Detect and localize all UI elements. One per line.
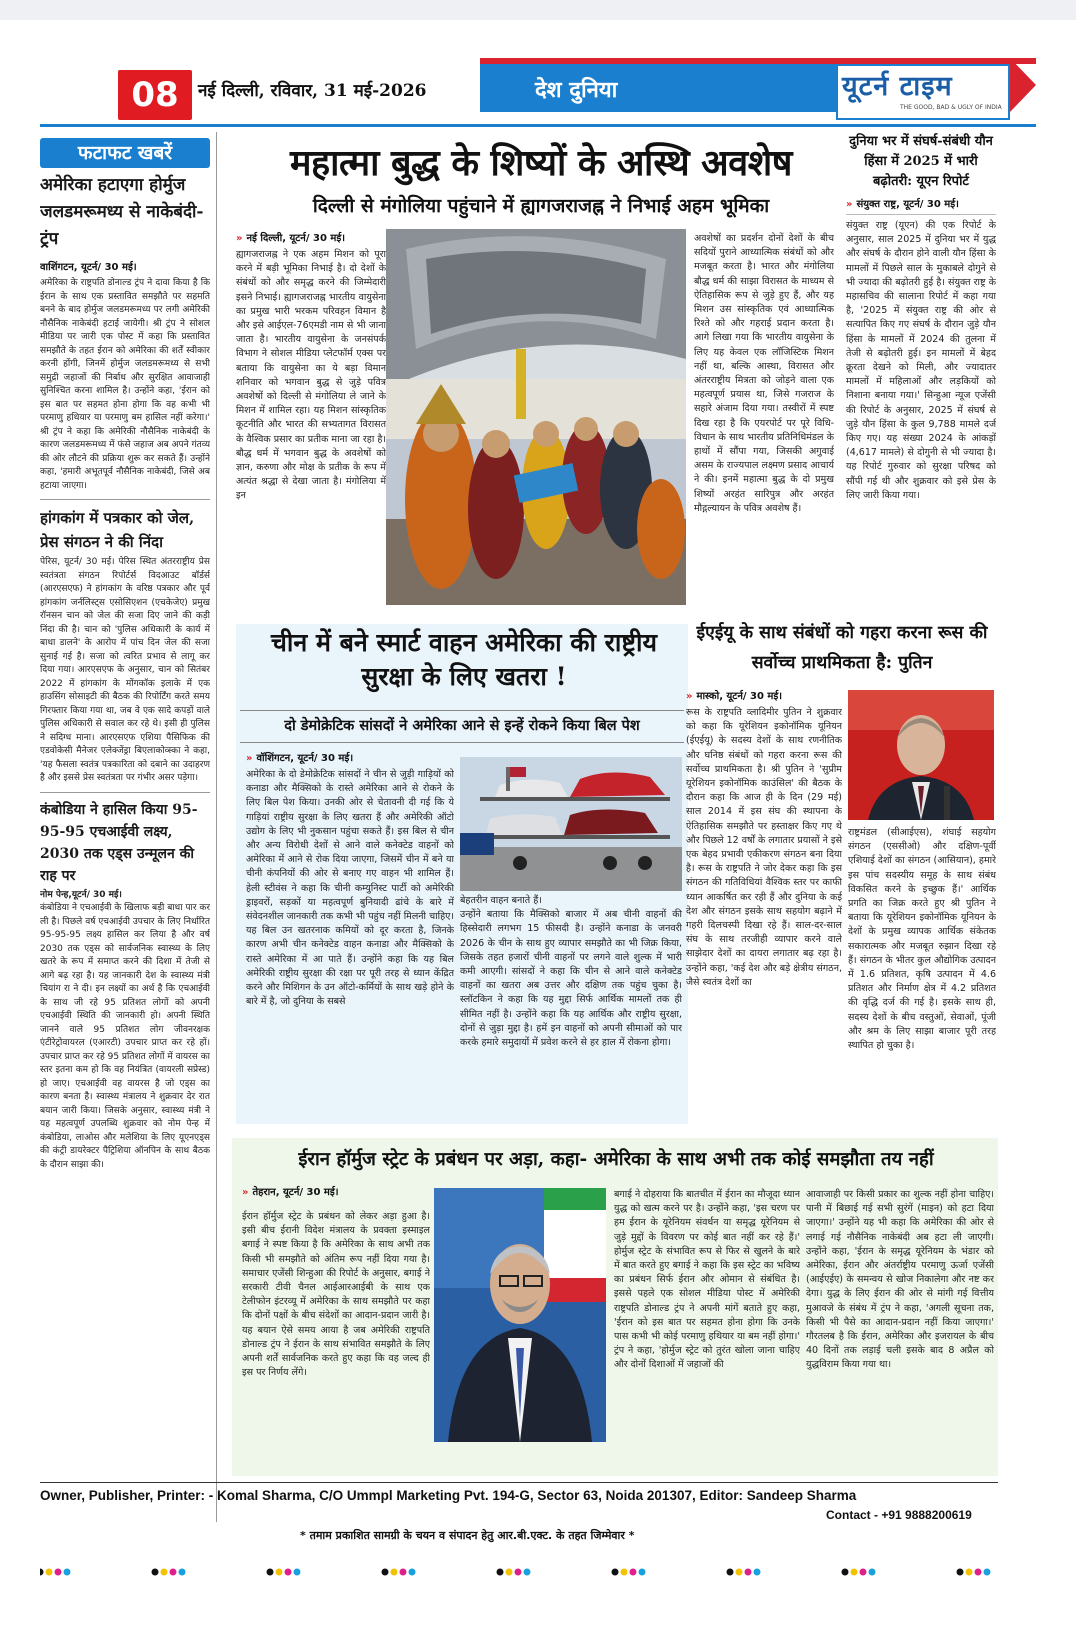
section-title: देश दुनिया	[535, 77, 618, 103]
putin-col-2	[848, 826, 996, 1126]
brief-2-body: पेरिस, यूटर्न/ 30 मई। पेरिस स्थित अंतरराष्ट्रीय प्रेस स्वतंत्रता संगठन रिपोर्टर्स विदआउट बॉर्डर्स (आरएसएफ) ने हांगकांग के वरिष्ठ पत्रकार और पूर्व हांगकांग जर्नलिस्ट्स एसोसिएशन (एचकेजेए) प्रमुख रॉनसन चान को जेल की सजा दिए जाने की कड़ी निंदा की है। चान को 'पुलिस अधिकारी के कार्य में बाधा डालने' के आरोप में पांच दिन जेल की सजा सुनाई गई है। सजा को त्वरित प्रभाव से लागू कर दिया गया। आरएसएफ के अनुसार, चान को सितंबर 2022 में हांगकांग के मोंगकॉक इलाके में एक हाउसिंग सोसाइटी की बैठक की रिपोर्टिंग करते समय गिरफ्तार किया गया था, जब वे एक सादे कपड़ों वाले पुलिस अधिकारी से सवाल कर रहे थे। इसी ही पुलिस ने सदिग्ध माना। आरएसएफ एशिया पैसिफिक की एडवोकेसी मैनेजर एलेक्जेंड्रा बिएलाकोव्स्का ने कहा, 'यह फैसला स्वतंत्र पत्रकारिता को दबाने का उदाहरण है और इससे प्रेस स्वतंत्रता पर गंभीर असर पड़ेगा।	[40, 557, 210, 783]
china-body-2-top: बेहतरीन वाहन बनाते हैं।	[460, 895, 542, 906]
iran-body-2: बगाई ने दोहराया कि बातचीत में ईरान का मौजूदा ध्यान युद्ध को खत्म करने पर है। उन्होंने कहा, 'इस चरण पर हम ईरान के यूरेनियम संवर्धन या समृद्ध यूरेनियम से जुड़े मुद्दों के विवरण पर कोई बात नहीं कर रहे हैं।' होर्मुज स्ट्रेट के संभावित रूप से फिर से खुलने के बारे में बात करते हुए बगाई ने कहा कि इस स्ट्रेट का भविष्य का प्रबंधन सिर्फ ईरान और ओमान से संबंधित है। इससे पहले एक सोशल मीडिया पोस्ट में अमेरिकी राष्ट्रपति डोनाल्ड ट्रंप ने अपनी मांगें बताते हुए कहा, 'ईरान को इस बात पर सहमत होना होगा कि उनके पास कभी भी कोई परमाणु हथियार या बम नहीं होगा।' ट्रंप ने कहा, 'होर्मुज स्ट्रेट को तुरंत खोला जाना चाहिए और दोनों दिशाओं में जहाजों की	[614, 1189, 800, 1371]
monks-aircraft-photo	[386, 229, 686, 605]
china-body-1: अमेरिका के दो डेमोक्रेटिक सांसदों ने चीन से जुड़ी गाड़ियों को कनाडा और मैक्सिको के रास्ते अमेरिका आने से रोकने के लिए बिल पेश किया। उनकी ओर से चेतावनी दी गई कि ये गाड़ियां राष्ट्रीय सुरक्षा के लिए खतरा हैं और अमेरिकी ऑटो उद्योग के लिए भी नुकसान पहुंचा सकते हैं। इस बिल से चीन और अन्य विरोधी देशों से आने वाले कनेक्टेड वाहनों को अमेरिका में आने से रोक दिया जाएगा, जिसमें चीन में बने या चीनी कंपनियों की ओर से बनाए गए वाहन भी शामिल हैं। हेली स्टीवंस ने कहा कि चीनी कम्युनिस्ट पार्टी को अमेरिकी ड्राइवरों, सड़कों या महत्वपूर्ण बुनियादी ढांचे के बारे में संवेदनशील जानकारी तक कभी भी पहुंच नहीं मिलनी चाहिए। यह बिल उन खतरनाक कमियों को दूर करता है, जिनके कारण अभी चीन कनेक्टेड वाहन कनाडा और मैक्सिको के रास्ते अमेरिका में आ पाते हैं। उन्होंने कहा कि यह बिल अमेरिकी राष्ट्रीय सुरक्षा की रक्षा पर पूरी तरह से ध्यान केंद्रित करने और मिशिगन के उन ऑटो-कर्मियों के साथ खड़े होने के बारे में है, जो दुनिया के सबसे	[246, 769, 454, 1008]
divider	[240, 710, 684, 711]
masthead	[40, 58, 1038, 124]
brief-1-title: अमेरिका हटाएगा होर्मुज जलडमरूमध्य से नाकेबंदी-ट्रंप	[40, 175, 204, 249]
putin-byline-text: मास्को, यूटर्न/ 30 मई।	[696, 691, 783, 702]
putin-col-1	[686, 686, 842, 1126]
china-body-2: उन्होंने बताया कि मैक्सिको बाजार में अब चीनी वाहनों की हिस्सेदारी लगभग 15 फीसदी है। उन्होंने कनाडा के जनवरी 2026 के चीन के साथ हुए व्यापार समझौते का भी जिक्र किया, जिसके तहत हजारों चीनी वाहनों पर लगने वाले शुल्क में भारी कमी आएगी। सांसदों ने कहा कि चीन से आने वाले कनेक्टेड वाहनों का खतरा अब उत्तर और दक्षिण तक पहुंच चुका है। स्लॉटकिन ने कहा कि यह मुद्दा सिर्फ आर्थिक मामलों तक ही सीमित नहीं है। उन्होंने कहा कि यह आर्थिक और राष्ट्रीय सुरक्षा, दोनों से जुड़ा मुद्दा है। हमें इन वाहनों को अपनी सीमाओं को पार करके हमारे समुदायों में प्रवेश करने से हर हाल में रोकना होगा।	[460, 909, 682, 1049]
bullet-icon: »	[242, 1187, 249, 1198]
china-subhead-wrap	[242, 714, 682, 742]
main-headline: महात्मा बुद्ध के शिष्यों के अस्थि अवशेष	[290, 142, 792, 184]
un-report-title: दुनिया भर में संघर्ष-संबंधी यौन हिंसा में 2025 में भारी बढ़ोतरी: यूएन रिपोर्ट	[849, 134, 993, 189]
putin-body-1: रूस के राष्ट्रपति व्लादिमीर पुतिन ने शुक्रवार को कहा कि यूरेशियन इकोनॉमिक यूनियन (ईएईयू) के सदस्य देशों के साथ रणनीतिक और घनिष्ठ संबंधों को गहरा करना रूस की सर्वोच्च प्राथमिकता है। श्री पुतिन ने 'सुप्रीम यूरेशियन इकोनॉमिक काउंसिल' की बैठक के दौरान कहा कि आज ही के दिन (29 मई) साल 2014 में इस संघ की स्थापना के ऐतिहासिक समझौते पर हस्ताक्षर किए गए थे और पिछले 12 वर्षों के लगातार प्रयासों ने इसे एक बेहद प्रभावी एकीकरण संगठन बना दिया है। रूस के राष्ट्रपति ने जोर देकर कहा कि इस संगठन की गतिविधियां वैश्विक स्तर पर काफी ध्यान आकर्षित कर रही हैं और दुनिया के कई देश और संगठन इसके साथ सहयोग बढ़ाने में गहरी दिलचस्पी दिखा रहे हैं। साल-दर-साल संघ के साथ तरजीही व्यापार करने वाले साझेदार देशों का दायरा लगातार बढ़ रहा है। उन्होंने कहा, 'कई देश और बड़े क्षेत्रीय संगठन, जैसे स्वतंत्र देशों का	[686, 707, 842, 988]
china-col-2	[460, 894, 682, 1120]
china-col-1	[246, 748, 454, 1120]
china-byline-text: वॉशिंगटन, यूटर्न/ 30 मई।	[256, 753, 354, 764]
main-col-1	[236, 228, 386, 608]
divider	[40, 499, 210, 500]
iran-col-2	[614, 1188, 800, 1474]
bullet-icon: »	[246, 753, 253, 764]
newspaper-logo: यूटर्न टाइम	[842, 71, 953, 102]
brief-1-byline: वाशिंगटन, यूटर्न/ 30 मई।	[40, 262, 137, 273]
un-report-body: संयुक्त राष्ट्र (यूएन) की एक रिपोर्ट के अनुसार, साल 2025 में दुनिया भर में युद्ध और संघर्ष के दौरान होने वाली यौन हिंसा के मामलों में पिछले साल के मुकाबले दोगुने से भी ज्यादा की बढ़ोतरी हुई है। संयुक्त राष्ट्र के महासचिव की सालाना रिपोर्ट में कहा गया है, '2025 में संयुक्त राष्ट्र की ओर से सत्यापित किए गए संघर्ष के दौरान जुड़े यौन हिंसा के मामलों में 2024 की तुलना में तेजी से बढ़ोतरी हुई। इन मामलों में बेहद क्रूरता देखने को मिली, और ज्यादातर मामलों में महिलाओं और लड़कियों को निशाना बनाया गया।' सिन्हुआ न्यूज एजेंसी की रिपोर्ट के अनुसार, 2025 में संघर्ष से जुड़े यौन हिंसा के कुल 9,788 मामले दर्ज किए गए। यह संख्या 2024 के आंकड़ों (4,617 मामले) से दोगुनी से भी ज्यादा है। यह रिपोर्ट गुरुवार को सुरक्षा परिषद को सौंपी गई थी और शुक्रवार को इसे प्रेस के लिए जारी किया गया।	[846, 220, 996, 501]
divider	[240, 742, 684, 743]
divider	[40, 792, 210, 793]
header-divider	[40, 124, 1036, 127]
iran-title: ईरान हॉर्मुज स्ट्रेट के प्रबंधन पर अड़ा, कहा- अमेरिका के साथ अभी तक कोई समझौता तय नहीं	[298, 1149, 934, 1170]
putin-header	[686, 618, 998, 686]
brief-1-body: अमेरिका के राष्ट्रपति डोनाल्ड ट्रंप ने दावा किया है कि ईरान के साथ एक प्रस्तावित समझौते पर सहमति बनने के बाद होर्मुज जलडमरूमध्य पर लगी अमेरिकी नौसैनिक नाकेबंदी हटाई जायेगी। श्री ट्रंप ने सोशल मीडिया पर जारी एक पोस्ट में कहा कि प्रस्तावित समझौते के तहत ईरान को अमेरिका की शर्तें स्वीकार करनी होंगी, जिनमें होर्मुज जलडमरूमध्य से सभी समुद्री जहाजों की निर्बाध और सुरक्षित आवाजाही सुनिश्चित करना शामिल है। उन्होंने कहा, 'ईरान को इस बात पर सहमत होना होगा कि वह कभी भी परमाणु हथियार या परमाणु बम हासिल नहीं करेगा।' श्री ट्रंप ने कहा कि अमेरिकी नौसैनिक नाकेबंदी के कारण जलडमरूमध्य में फंसे जहाज अब अपने गंतव्य की ओर लौटने की प्रक्रिया शुरू कर सकते हैं। उन्होंने कहा, 'हमारी अभूतपूर्व नौसैनिक नाकेबंदी, जिसे अब हटाया जाएगा।	[40, 278, 210, 491]
iran-spokesman-photo	[434, 1188, 606, 1442]
bullet-icon: »	[686, 691, 693, 702]
iran-body-1: ईरान हॉर्मुज स्ट्रेट के प्रबंधन को लेकर अड़ा हुआ है। इसी बीच ईरानी विदेश मंत्रालय के प्रवक्ता इस्माइल बगाई ने स्पष्ट किया है कि अमेरिका के साथ अभी तक किसी भी समझौते को अंतिम रूप नहीं दिया गया है। समाचार एजेंसी शिन्हुआ की रिपोर्ट के अनुसार, बगाई ने सरकारी टीवी चैनल आईआरआईबी के साथ एक टेलीफोन इंटरव्यू में अमेरिका के साथ समझौते पर कहा कि दोनों पक्षों के बीच संदेशों का आदान-प्रदान जारी है। यह बयान ऐसे समय आया है जब अमेरिकी राष्ट्रपति डोनाल्ड ट्रंप ने ईरान के साथ संभावित समझौते के लिए अपनी शर्तें सार्वजनिक करते हुए कहा कि वह जल्द ही इस पर निर्णय लेंगे।	[242, 1211, 430, 1379]
disclaimer-line: * तमाम प्रकाशित सामग्री के चयन व संपादन हेतु आर.बी.एक्ट. के तहत जिम्मेवार *	[300, 1529, 635, 1542]
putin-photo	[848, 690, 994, 820]
un-report-byline	[846, 196, 996, 210]
brief-3-byline: नोम पेन्ह,यूटर्न/ 30 मई।	[40, 889, 122, 900]
iran-col-3	[806, 1188, 994, 1474]
column-rule	[216, 132, 217, 1522]
iran-body-3: आवाजाही पर किसी प्रकार का शुल्क नहीं होना चाहिए। पानी में बिछाई गई सभी सुरंगें (माइन) को हटा दिया जाएगा।' उन्होंने यह भी कहा कि अमेरिका की ओर से लगाई गई नौसैनिक नाकेबंदी अब हटा ली जाएगी। उन्होंने कहा, 'ईरान के समृद्ध यूरेनियम के भंडार को अमेरिका, ईरान और अंतर्राष्ट्रीय परमाणु ऊर्जा एजेंसी (आईएईए) के समन्वय से खोज निकालेगा और नष्ट कर देगा। युद्ध के लिए ईरान की ओर से मांगी गई वित्तीय मुआवजे के संबंध में ट्रंप ने कहा, 'अगली सूचना तक, किसी भी पैसे का आदान-प्रदान नहीं किया जाएगा।' गौरतलब है कि ईरान, अमेरिका और इजरायल के बीच 40 दिनों तक लड़ाई चली इसके बाद 8 अप्रैल को युद्धविराम किया गया था।	[806, 1189, 994, 1371]
print-registration-marks	[40, 1562, 1000, 1582]
china-byline	[246, 750, 454, 764]
iran-header	[240, 1142, 992, 1182]
china-title: चीन में बने स्मार्ट वाहन अमेरिका की राष्ट्रीय सुरक्षा के लिए खतरा !	[271, 628, 657, 691]
main-subheadline: दिल्ली से मंगोलिया पहुंचाने में ह्यागजराजह्न ने निभाई अहम भूमिका	[312, 195, 770, 217]
putin-title: ईएईयू के साथ संबंधों को गहरा करना रूस की सर्वोच्च प्राथमिकता है: पुतिन	[696, 623, 988, 673]
iran-byline	[242, 1184, 430, 1198]
section-badge: फटाफट खबरें	[40, 138, 210, 168]
registration-dots	[40, 1569, 991, 1576]
putin-body-2: राष्ट्रमंडल (सीआईएस), शंघाई सहयोग संगठन (एससीओ) और दक्षिण-पूर्वी एशियाई देशों का संगठन (आसियान), हमारे इस पांच सदस्यीय समूह के साथ संबंध विकसित करने के इच्छुक हैं।' आर्थिक प्रगति का जिक्र करते हुए श्री पुतिन ने बताया कि यूरेशियन इकोनॉमिक यूनियन के देशों के प्रमुख व्यापक आर्थिक संकेतक सकारात्मक और मजबूत रुझान दिखा रहे हैं। संगठन के भीतर कुल औद्योगिक उत्पादन में 1.6 प्रतिशत, कृषि उत्पादन में 4.6 प्रतिशत और निर्माण क्षेत्र में 4.2 प्रतिशत की वृद्धि दर्ज की गई है। इसके साथ ही, सदस्य देशों के बीच वस्तुओं, सेवाओं, पूंजी और श्रम के लिए साझा बाजार पूरी तरह स्थापित हो चुका है।	[848, 827, 996, 1052]
main-body-1: ह्यागजराजह्न ने एक अहम मिशन को पूरा करने में बड़ी भूमिका निभाई है। दो देशों के संबंधों को और समृद्ध करने की जिम्मेदारी इसने निभाई। ह्यागजराजह्न भारतीय वायुसेना का प्रमुख भारी भरकम परिवहन विमान है और इसे आईएल-76एमडी नाम से भी जाना जाता है। भारतीय वायुसेना के जनसंपर्क विभाग ने सोशल मीडिया प्लेटफॉर्म एक्स पर बताया कि वायुसेना का ये बड़ा विमान शनिवार को भगवान बुद्ध से जुड़े पवित्र अवशेषों को दिल्ली से मंगोलिया ले जाने के मिशन में शामिल रहा। यह मिशन सांस्कृतिक कूटनीति और भारत की सभ्यतागत विरासत के वैश्विक प्रसार का प्रतीक माना जा रहा है। बौद्ध धर्म में भगवान बुद्ध के अवशेषों को ज्ञान, करुणा और मोक्ष के प्रतीक के रूप में अत्यंत श्रद्धा से देखा जाता है। मंगोलिया में इन	[236, 249, 386, 502]
brief-3-body: कंबोडिया ने एचआईवी के खिलाफ बड़ी बाधा पार कर ली है। पिछले वर्ष एचआईवी उपचार के लिए निर्धारित 95-95-95 लक्ष्य हासिल कर लिया है और वर्ष 2030 तक एड्स को सार्वजनिक स्वास्थ्य के लिए खतरे के रूप में समाप्त करने की दिशा में तेजी से आगे बढ़ रहा है। यह जानकारी देश के स्वास्थ्य मंत्री चियांग रा ने दी। इन लक्ष्यों का अर्थ है कि एचआईवी के साथ जी रहे 95 प्रतिशत लोगों को अपनी एचआईवी स्थिति की जानकारी हो। अपनी स्थिति जानने वाले 95 प्रतिशत लोग जीवनरक्षक एंटीरेट्रोवायरल (एआरटी) उपचार प्राप्त कर रहे हों। उपचार प्राप्त कर रहे 95 प्रतिशत लोगों में वायरस का स्तर इतना कम हो कि वह नियंत्रित (वायरली सप्रेस्ड) हो जाए। एचआईवी वह वायरस है जो एड्स का कारण बनता है। स्वास्थ्य मंत्रालय ने शुक्रवार देर रात बयान जारी किया। जिसके अनुसार, स्वास्थ्य मंत्री ने यह महत्वपूर्ण उपलब्धि शुक्रवार को नोम पेन्ह में कंबोडिया, लाओस और मलेशिया के लिए यूएनएड्स की कंट्री डायरेक्टर पैट्रिशिया ऑनपिन के साथ बैठक के दौरान साझा की।	[40, 903, 210, 1170]
putin-byline	[686, 688, 842, 702]
spacer	[242, 1202, 430, 1210]
contact-line: Contact - +91 9888200619	[826, 1508, 972, 1522]
main-col-2	[694, 232, 834, 608]
car-carrier-photo	[460, 757, 682, 891]
left-briefs	[40, 172, 210, 1472]
main-byline	[236, 230, 386, 244]
imprint-line: Owner, Publisher, Printer: - Komal Sharma, C/O Ummpl Marketing Pvt. 194-G, Sector 63, Noida 201307, Editor: Sandeep Sharma	[40, 1488, 857, 1503]
iran-col-1	[242, 1182, 430, 1472]
divider	[846, 214, 996, 215]
brief-2-title: हांगकांग में पत्रकार को जेल, प्रेस संगठन ने की निंदा	[40, 509, 195, 551]
iran-byline-text: तेहरान, यूटर्न/ 30 मई।	[252, 1187, 339, 1198]
china-header	[246, 626, 682, 696]
un-report-byline-text: संयुक्त राष्ट्र, यूटर्न/ 30 मई।	[856, 199, 959, 210]
bullet-icon: »	[236, 233, 243, 244]
footer-rule	[40, 1482, 998, 1483]
top-strip	[0, 0, 1076, 20]
logo-tagline: THE GOOD, BAD & UGLY OF INDIA	[900, 104, 1002, 111]
bullet-icon: »	[846, 199, 853, 210]
arrow-icon	[1010, 58, 1036, 112]
dateline: नई दिल्ली, रविवार, 31 मई-2026	[198, 81, 427, 101]
page-number: 08	[118, 70, 192, 120]
main-body-2: अवशेषों का प्रदर्शन दोनों देशों के बीच सदियों पुराने आध्यात्मिक संबंधों को और मजबूत करता है। भारत और मंगोलिया बौद्ध धर्म की साझा विरासत के माध्यम से ऐतिहासिक रूप से जुड़े हुए हैं, और यह मिशन उस सांस्कृतिक एवं आध्यात्मिक रिश्ते को और गहराई प्रदान करता है। आगे लिखा गया कि भारतीय वायुसेना के लिए यह केवल एक लॉजिस्टिक मिशन नहीं था, बल्कि आस्था, विरासत और अंतरराष्ट्रीय मित्रता को जोड़ने वाला एक महत्वपूर्ण प्रयास था, जिसे गजराज के सहारे अंजाम दिया गया। तस्वीरों में स्पष्ट दिख रहा है कि एयरपोर्ट पर पूरे विधि-विधान के साथ भारतीय प्रतिनिधिमंडल के हाथों में सौंपा गया, जिसकी अगुवाई असम के राज्यपाल लक्ष्मण प्रसाद आचार्य ने की। इनमें महात्मा बुद्ध के दो प्रमुख शिष्यों अरहंत सारिपुत्र और अरहंत मौद्गल्यायन के पवित्र अवशेष हैं।	[694, 233, 834, 514]
main-byline-text: नई दिल्ली, यूटर्न/ 30 मई।	[246, 233, 346, 244]
china-subhead: दो डेमोक्रेटिक सांसदों ने अमेरिका आने से इन्हें रोकने किया बिल पेश	[284, 717, 640, 734]
un-report-story	[846, 132, 996, 612]
brief-3-title: कंबोडिया ने हासिल किया 95-95-95 एचआईवी लक्ष्य, 2030 तक एड्स उन्मूलन की राह पर	[40, 801, 198, 884]
